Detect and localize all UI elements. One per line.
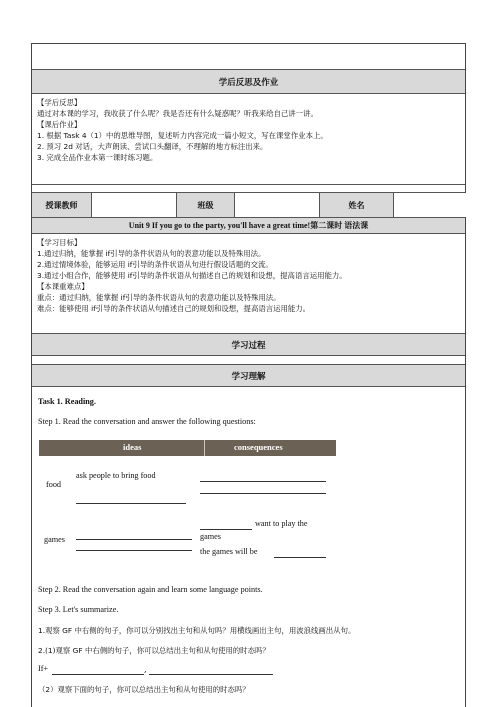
teacher-label: 授课教师 bbox=[32, 193, 92, 217]
header-divider bbox=[204, 440, 205, 456]
blank-top-row bbox=[32, 44, 465, 70]
class-label: 班级 bbox=[177, 193, 235, 217]
reflection-title: 学后反思及作业 bbox=[218, 77, 279, 88]
games-idea-line-1[interactable] bbox=[76, 539, 192, 540]
understanding-header bbox=[32, 365, 465, 387]
reflection-header bbox=[32, 70, 465, 94]
reflection-line: 1. 根据 Task 4（1）中的思维导图，复述听力内容完成一篇小短文，写在课堂作业本上。 bbox=[37, 131, 328, 140]
spacer-row bbox=[32, 185, 465, 193]
food-answer-text: ask people to bring food bbox=[76, 471, 156, 480]
goal-line: 【本课重难点】 bbox=[37, 282, 89, 291]
food-consequence-line-2[interactable] bbox=[200, 493, 326, 494]
games-idea-line-2[interactable] bbox=[76, 550, 192, 551]
question-2: 2.(1)观察 GF 中右侧的句子，你可以总结出主句和从句使用的时态吗？ bbox=[38, 646, 270, 655]
if-clause-blank[interactable] bbox=[52, 674, 144, 675]
reflection-line: 3. 完成全品作业本第一课时练习题。 bbox=[37, 153, 158, 162]
reflection-line: 【学后反思】 bbox=[37, 98, 82, 107]
spacer-row-2 bbox=[32, 356, 465, 365]
process-header bbox=[32, 334, 465, 356]
comma: , bbox=[144, 664, 147, 674]
name-value bbox=[394, 193, 467, 217]
games-label: games bbox=[44, 535, 65, 544]
ideas-table-header bbox=[39, 440, 336, 456]
step1-text: Step 1. Read the conversation and answer the following questions: bbox=[38, 417, 256, 426]
info-row bbox=[32, 193, 465, 218]
step2-text: Step 2. Read the conversation again and learn some language points. bbox=[38, 585, 263, 594]
games-text-2: games bbox=[200, 532, 221, 541]
food-label: food bbox=[46, 480, 62, 489]
class-value bbox=[235, 193, 320, 217]
goals-block bbox=[32, 234, 465, 334]
lesson-plan-sheet bbox=[31, 43, 466, 707]
goal-line: 3.通过小组合作，能够使用 if引导的条件状语从句描述自己的规划和设想，提高语言运用能力。 bbox=[37, 271, 347, 280]
step3-text: Step 3. Let's summarize. bbox=[38, 605, 119, 614]
games-text-3: the games will be bbox=[200, 547, 258, 556]
goal-line: 2.通过情境体验，能够运用 if引导的条件状语从句进行假设话题的交流。 bbox=[37, 260, 273, 269]
lesson-title: Unit 9 If you go to the party, you'll have a great time!第二课时 语法课 bbox=[128, 221, 369, 230]
understanding-title: 学习理解 bbox=[231, 371, 266, 382]
process-title: 学习过程 bbox=[231, 340, 266, 351]
reflection-line: 【课后作业】 bbox=[37, 120, 82, 129]
goal-line: 1.通过归纳，能掌握 if引导的条件状语从句的表意功能以及特殊用法。 bbox=[37, 249, 266, 258]
food-consequence-line-1[interactable] bbox=[200, 481, 326, 482]
question-1: 1.观察 GF 中右侧的句子，你可以分别找出主句和从句吗？用横线画出主句，用波浪线画出从句。 bbox=[38, 626, 356, 635]
food-idea-line[interactable] bbox=[76, 503, 186, 504]
goal-line: 【学习目标】 bbox=[37, 238, 82, 247]
games-blank-2[interactable] bbox=[274, 557, 326, 558]
question-2b: （2）观察下面的句子，你可以总结出主句和从句使用的时态吗？ bbox=[38, 685, 250, 694]
goal-line: 重点：通过归纳，能掌握 if引导的条件状语从句的表意功能以及特殊用法。 bbox=[37, 293, 281, 302]
consequences-header: consequences bbox=[234, 442, 283, 452]
lesson-title-row bbox=[32, 218, 465, 234]
task1-title: Task 1. Reading. bbox=[38, 397, 96, 406]
main-clause-blank[interactable] bbox=[149, 674, 273, 675]
games-blank-1[interactable] bbox=[200, 529, 252, 530]
task-body bbox=[32, 387, 465, 707]
teacher-value bbox=[92, 193, 177, 217]
if-label: If+ bbox=[38, 664, 49, 673]
reflection-body bbox=[32, 94, 465, 185]
name-label: 姓名 bbox=[320, 193, 394, 217]
reflection-line: 通过对本课的学习，我收获了什么呢？我是否还有什么疑惑呢？听我来给自己讲一讲。 bbox=[37, 109, 318, 118]
games-text-1: want to play the bbox=[255, 519, 308, 528]
ideas-header: ideas bbox=[123, 442, 142, 452]
goal-line: 难点：能够使用 if引导的条件状语从句描述自己的规划和设想，提高语言运用能力。 bbox=[37, 304, 311, 313]
reflection-line: 2. 预习 2d 对话，大声朗读、尝试口头翻译，不理解的地方标注出来。 bbox=[37, 142, 268, 151]
